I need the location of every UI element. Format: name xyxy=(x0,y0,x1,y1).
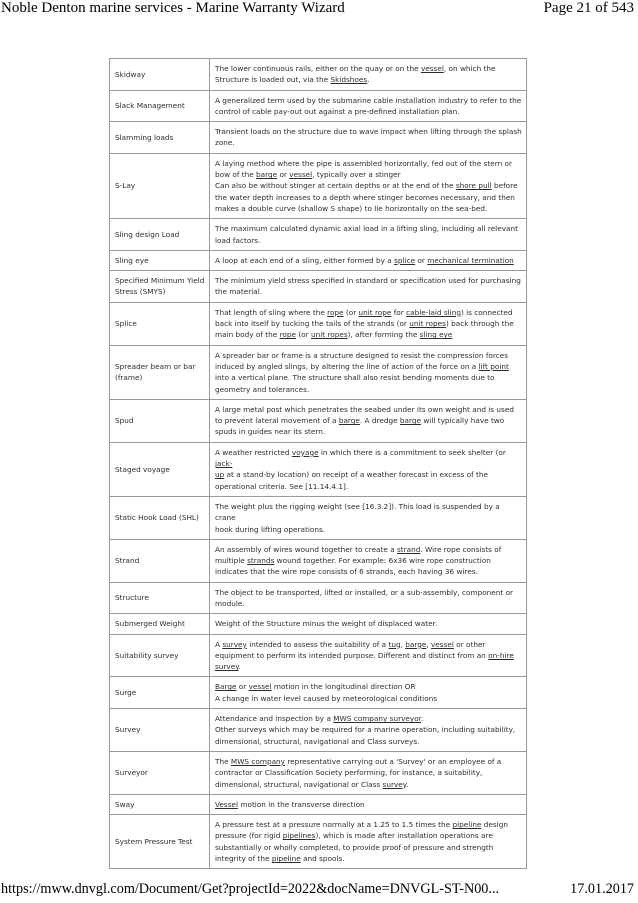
definition-text: multiple xyxy=(215,556,248,566)
definition-text: , xyxy=(400,639,406,649)
glossary-definition xyxy=(210,399,527,442)
glossary-crossref-link[interactable]: sling eye xyxy=(419,330,453,340)
definition-text: The lower continuous rails, either on the quay or on the xyxy=(215,64,421,73)
definition-text: in which there is a commitment to seek shelter (or xyxy=(318,447,506,457)
definition-text: will typically have two xyxy=(421,416,505,426)
glossary-term: Sling eye xyxy=(110,250,210,270)
definition-text: The object to be transported, lifted or installed, or a sub-assembly, component or xyxy=(215,587,514,597)
definition-line xyxy=(215,639,522,650)
definition-line xyxy=(215,555,522,566)
definition-text: The xyxy=(215,756,231,766)
glossary-crossref-link[interactable]: vessel xyxy=(420,64,444,73)
glossary-term: Staged voyage xyxy=(110,442,210,496)
glossary-crossref-link[interactable]: vessel xyxy=(248,682,272,692)
definition-line xyxy=(215,74,522,85)
definition-text: contractor or Classification Society performing, for instance, a suitability, xyxy=(215,768,483,778)
definition-line xyxy=(215,819,522,830)
definition-text: (or xyxy=(296,330,311,340)
definition-text: into a vertical plane. The structure shall also resist bending moments due to xyxy=(215,373,495,383)
glossary-term: Submerged Weight xyxy=(110,614,210,634)
definition-text: Attendance and inspection by a xyxy=(215,714,334,724)
glossary-definition xyxy=(210,442,527,496)
definition-line xyxy=(215,756,522,767)
glossary-definition xyxy=(210,302,527,345)
definition-line xyxy=(215,106,522,117)
document-url: https://mww.dnvgl.com/Document/Get?projectId=2022&docName=DNVGL-ST-N00... xyxy=(1,881,500,897)
glossary-definition xyxy=(210,794,527,814)
table-row xyxy=(110,90,527,122)
glossary-definition xyxy=(210,122,527,154)
definition-line xyxy=(215,447,522,470)
print-date: 17.01.2017 xyxy=(570,881,634,897)
table-row xyxy=(110,442,527,496)
glossary-crossref-link[interactable]: vessel xyxy=(430,639,454,649)
definition-text: A generalized term used by the submarine cable installation industry to refer to the xyxy=(215,95,522,105)
definition-text: The maximum calculated dynamic axial load in a lifting sling, including all relevant xyxy=(215,224,518,234)
definition-text: the water depth increases to a depth where stinger becomes necessary, and then xyxy=(215,192,515,202)
table-row xyxy=(110,219,527,251)
glossary-term: Sling design Load xyxy=(110,219,210,251)
definition-text: . xyxy=(406,779,409,789)
definition-text: wound together. For example: 6x36 wire rope construction xyxy=(274,556,491,566)
definition-text: geometry and tolerances. xyxy=(215,384,310,394)
definition-text: before xyxy=(491,181,518,191)
definition-text: Can also be without stinger at certain depths or at the end of the xyxy=(215,181,456,191)
definition-text: dimensional, structural, navigational and Class surveys. xyxy=(215,736,420,746)
definition-line xyxy=(215,95,522,106)
glossary-definition xyxy=(210,677,527,709)
glossary-term: Spud xyxy=(110,399,210,442)
glossary-crossref-link[interactable]: survey xyxy=(222,639,247,649)
definition-text: indicates that the wire rope consists of 6 strands, each having 36 wires. xyxy=(215,567,478,577)
definition-text: or xyxy=(277,170,290,180)
definition-line xyxy=(215,544,522,555)
definition-line xyxy=(215,180,522,191)
table-row xyxy=(110,122,527,154)
definition-text: Other surveys which may be required for a marine operation, including suitability, xyxy=(215,725,516,735)
glossary-crossref-link[interactable]: barge xyxy=(405,639,427,649)
definition-line xyxy=(215,361,522,372)
definition-text: control of cable pay-out out against a pre-defined installation plan. xyxy=(215,106,460,116)
definition-line xyxy=(215,481,522,492)
glossary-definition xyxy=(210,90,527,122)
definition-line xyxy=(215,169,522,180)
glossary-crossref-link[interactable]: survey xyxy=(215,662,239,672)
definition-text: (or xyxy=(343,307,359,317)
definition-line xyxy=(215,469,522,480)
definition-text: The weight plus the rigging weight (see [16.3.2]). This load is suspended by a crane xyxy=(215,501,500,523)
glossary-crossref-link[interactable]: Vessel xyxy=(215,799,239,809)
definition-line xyxy=(215,286,522,297)
definition-text: That length of sling where the xyxy=(215,307,328,317)
definition-text: A change in water level caused by meteorological conditions xyxy=(215,693,438,703)
definition-text: . xyxy=(421,714,424,724)
definition-text: A xyxy=(215,639,223,649)
definition-text: or other xyxy=(453,639,486,649)
definition-text: module. xyxy=(215,598,245,608)
definition-line xyxy=(215,598,522,609)
glossary-definition xyxy=(210,496,527,539)
glossary-definition xyxy=(210,634,527,677)
definition-line xyxy=(215,137,522,148)
glossary-definition xyxy=(210,709,527,752)
glossary-table-body xyxy=(110,59,527,869)
definition-text: motion in the transverse direction xyxy=(238,799,365,809)
glossary-crossref-link[interactable]: cable-laid sling xyxy=(406,307,461,317)
definition-text: A weather restricted xyxy=(215,447,292,457)
glossary-term: System Pressure Test xyxy=(110,815,210,869)
glossary-definition xyxy=(210,219,527,251)
definition-text: Weight of the Structure minus the weight of displaced water. xyxy=(215,619,438,629)
glossary-term: Surveyor xyxy=(110,751,210,794)
definition-line xyxy=(215,524,522,535)
definition-text: A spreader bar or frame is a structure designed to resist the compression forces xyxy=(215,350,509,360)
definition-line xyxy=(215,404,522,415)
glossary-crossref-link[interactable]: splice xyxy=(394,255,416,265)
glossary-crossref-link[interactable]: lift point xyxy=(478,361,509,371)
glossary-crossref-link[interactable]: rope xyxy=(327,307,344,317)
glossary-crossref-link[interactable]: barge xyxy=(399,416,422,426)
definition-line xyxy=(215,799,522,810)
definition-line xyxy=(215,192,522,203)
table-row xyxy=(110,345,527,399)
table-row xyxy=(110,751,527,794)
definition-text: to prevent lateral movement of a xyxy=(215,416,339,426)
definition-text: A laying method where the pipe is assembled horizontally, fed out of the stern or xyxy=(215,158,513,168)
glossary-definition xyxy=(210,271,527,303)
definition-line xyxy=(215,767,522,778)
definition-line xyxy=(215,63,522,74)
definition-line xyxy=(215,235,522,246)
glossary-term: Sway xyxy=(110,794,210,814)
definition-line xyxy=(215,501,522,524)
definition-text: , typically over a stinger xyxy=(312,170,401,180)
glossary-crossref-link[interactable]: MWS company surveyor xyxy=(333,714,422,724)
definition-line xyxy=(215,853,522,864)
definition-text: motion in the longitudinal direction OR xyxy=(271,682,416,692)
definition-text: . xyxy=(238,662,241,672)
table-row xyxy=(110,815,527,869)
glossary-crossref-link[interactable]: rope xyxy=(279,330,297,340)
definition-line xyxy=(215,318,522,329)
glossary-crossref-link[interactable]: unit ropes xyxy=(310,330,348,340)
definition-text: . xyxy=(367,75,370,85)
glossary-definition xyxy=(210,751,527,794)
glossary-crossref-link[interactable]: voyage xyxy=(291,447,319,457)
definition-text: design xyxy=(481,820,508,830)
definition-text: ) back through the xyxy=(445,319,514,329)
table-row xyxy=(110,302,527,345)
glossary-crossref-link[interactable]: on-hire xyxy=(488,650,514,660)
definition-text: bow of the xyxy=(215,170,257,180)
glossary-crossref-link[interactable]: Skidshoes xyxy=(330,75,368,85)
glossary-definition xyxy=(210,614,527,634)
table-row xyxy=(110,496,527,539)
definition-line xyxy=(215,830,522,841)
definition-text: A large metal post which penetrates the seabed under its own weight and is used xyxy=(215,404,514,414)
definition-text: zone. xyxy=(215,138,235,148)
definition-line xyxy=(215,736,522,747)
glossary-crossref-link[interactable]: up xyxy=(215,470,225,480)
glossary-crossref-link[interactable]: Barge xyxy=(215,682,237,692)
table-row xyxy=(110,709,527,752)
glossary-crossref-link[interactable]: jack- xyxy=(215,459,233,469)
definition-text: A loop at each end of a sling, either formed by a xyxy=(215,255,395,265)
definition-line xyxy=(215,275,522,286)
definition-text: the material. xyxy=(215,287,263,297)
glossary-crossref-link[interactable]: strand xyxy=(397,544,421,554)
glossary-crossref-link[interactable]: shore pull xyxy=(455,181,492,191)
definition-text: equipment to perform its intended purpose. Different and distinct from an xyxy=(215,650,489,660)
glossary-crossref-link[interactable]: pipeline xyxy=(452,820,482,830)
definition-line xyxy=(215,126,522,137)
definition-line xyxy=(215,415,522,426)
definition-line xyxy=(215,426,522,437)
definition-line xyxy=(215,223,522,234)
definition-text: Structure is loaded out, via the xyxy=(215,75,331,85)
definition-text: or xyxy=(415,255,428,265)
definition-text: makes a double curve (shallow S shape) to lie horizontally on the sea-bed. xyxy=(215,203,488,213)
glossary-crossref-link[interactable]: MWS company xyxy=(230,756,285,766)
table-row xyxy=(110,794,527,814)
page-indicator: Page 21 of 543 xyxy=(543,0,634,16)
glossary-crossref-link[interactable]: barge xyxy=(338,416,360,426)
definition-text: operational criteria. See [11.14.4.1]. xyxy=(215,481,349,491)
glossary-crossref-link[interactable]: pipeline xyxy=(271,854,301,864)
glossary-term: S-Lay xyxy=(110,153,210,218)
glossary-term: Structure xyxy=(110,582,210,614)
definition-text: load factors. xyxy=(215,235,261,245)
glossary-table-container xyxy=(109,58,526,869)
table-row xyxy=(110,250,527,270)
definition-text: hook during lifting operations. xyxy=(215,524,326,534)
definition-text: representative carrying out a 'Survey' or an employee of a xyxy=(285,756,502,766)
definition-text: for xyxy=(391,307,407,317)
definition-line xyxy=(215,650,522,661)
definition-line xyxy=(215,158,522,169)
definition-line xyxy=(215,372,522,383)
table-row xyxy=(110,271,527,303)
glossary-definition xyxy=(210,582,527,614)
definition-text: dimensional, structural, navigational or Class xyxy=(215,779,383,789)
glossary-definition xyxy=(210,539,527,582)
definition-text: Transient loads on the structure due to wave impact when lifting through the splash xyxy=(215,127,522,137)
glossary-term: Static Hook Load (SHL) xyxy=(110,496,210,539)
definition-line xyxy=(215,384,522,395)
glossary-crossref-link[interactable]: tug xyxy=(388,639,401,649)
definition-text: at a stand-by location) on receipt of a weather forecast in excess of the xyxy=(224,470,488,480)
definition-line xyxy=(215,255,522,266)
definition-text: main body of the xyxy=(215,330,280,340)
glossary-crossref-link[interactable]: strands xyxy=(247,556,275,566)
glossary-term: Slack Management xyxy=(110,90,210,122)
glossary-crossref-link[interactable]: survey xyxy=(382,779,407,789)
page-header xyxy=(0,0,638,22)
definition-text: back into itself by tucking the tails of the strands (or xyxy=(215,319,410,329)
glossary-term: Slamming loads xyxy=(110,122,210,154)
table-row xyxy=(110,634,527,677)
glossary-crossref-link[interactable]: mechanical termination xyxy=(427,255,514,265)
glossary-crossref-link[interactable]: unit ropes xyxy=(409,319,446,329)
definition-text: induced by angled slings, by altering the line of action of the force on a xyxy=(215,361,479,371)
glossary-term: Specified Minimum Yield Stress (SMYS) xyxy=(110,271,210,303)
definition-text: and spools. xyxy=(300,854,345,864)
table-row xyxy=(110,59,527,91)
definition-text: , on which the xyxy=(443,64,496,73)
definition-line xyxy=(215,350,522,361)
glossary-definition xyxy=(210,153,527,218)
definition-line xyxy=(215,681,522,692)
table-row xyxy=(110,399,527,442)
glossary-term: Strand xyxy=(110,539,210,582)
definition-line xyxy=(215,203,522,214)
table-row xyxy=(110,539,527,582)
table-row xyxy=(110,677,527,709)
glossary-term: Suitability survey xyxy=(110,634,210,677)
glossary-term: Skidway xyxy=(110,59,210,91)
definition-text: substantially or wholly completed, to provide proof of pressure and strength xyxy=(215,842,494,852)
glossary-definition xyxy=(210,250,527,270)
definition-line xyxy=(215,618,522,629)
glossary-definition xyxy=(210,345,527,399)
definition-text: or xyxy=(236,682,249,692)
glossary-term: Spreader beam or bar (frame) xyxy=(110,345,210,399)
page-footer xyxy=(0,881,638,903)
definition-text: integrity of the xyxy=(215,854,272,864)
glossary-table xyxy=(109,58,527,869)
definition-text: A pressure test at a pressure normally at a 1.25 to 1.5 times the xyxy=(215,820,453,830)
table-row xyxy=(110,614,527,634)
definition-line xyxy=(215,661,522,672)
definition-text: intended to assess the suitability of a xyxy=(246,639,389,649)
definition-line xyxy=(215,842,522,853)
glossary-crossref-link[interactable]: barge xyxy=(256,170,278,180)
definition-line xyxy=(215,566,522,577)
table-row xyxy=(110,153,527,218)
definition-text: ), after forming the xyxy=(347,330,420,340)
glossary-term: Survey xyxy=(110,709,210,752)
glossary-crossref-link[interactable]: unit rope xyxy=(358,307,392,317)
glossary-term: Splice xyxy=(110,302,210,345)
glossary-definition xyxy=(210,815,527,869)
definition-text: pressure (for rigid xyxy=(215,831,283,841)
definition-line xyxy=(215,587,522,598)
definition-text: . A dredge xyxy=(359,416,400,426)
glossary-crossref-link[interactable]: pipelines xyxy=(282,831,316,841)
definition-line xyxy=(215,713,522,724)
glossary-definition xyxy=(210,59,527,91)
definition-line xyxy=(215,724,522,735)
definition-line xyxy=(215,329,522,340)
definition-text: ) is connected xyxy=(460,307,513,317)
definition-line xyxy=(215,693,522,704)
definition-text: An assembly of wires wound together to create a xyxy=(215,544,397,554)
glossary-crossref-link[interactable]: vessel xyxy=(289,170,313,180)
definition-text: , xyxy=(426,639,431,649)
glossary-term: Surge xyxy=(110,677,210,709)
definition-text: ), which is made after installation operations are xyxy=(315,831,493,841)
definition-line xyxy=(215,307,522,318)
table-row xyxy=(110,582,527,614)
definition-text: . Wire rope consists of xyxy=(420,544,502,554)
document-title: Noble Denton marine services - Marine Warranty Wizard xyxy=(1,0,345,16)
definition-text: The minimum yield stress specified in standard or specification used for purchasing xyxy=(215,276,521,286)
definition-text: spuds in guides near its stern. xyxy=(215,427,326,437)
definition-line xyxy=(215,779,522,790)
